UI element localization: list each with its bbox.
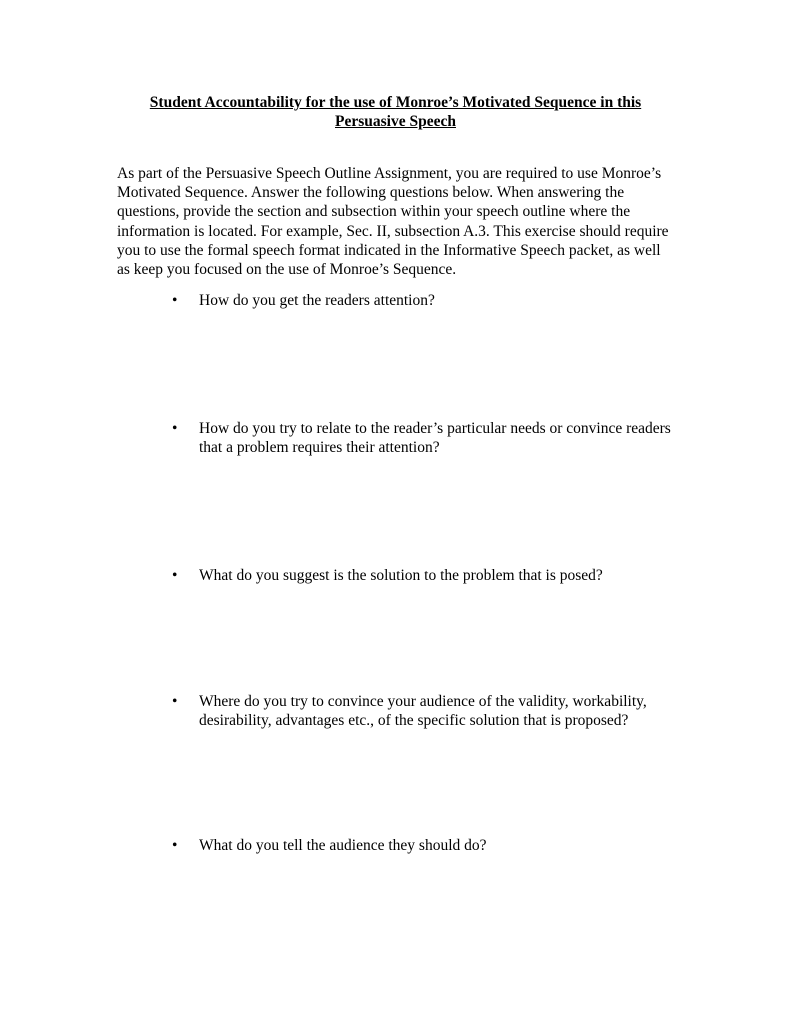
question-item-1: [172, 291, 682, 310]
question-item-4: [172, 692, 682, 730]
bullet-icon: •: [172, 693, 178, 710]
question-text: How do you get the readers attention?: [199, 292, 435, 309]
title-line-1: Student Accountability for the use of Monroe’s Motivated Sequence in this: [149, 94, 642, 111]
document-title: [110, 93, 681, 131]
question-item-3: [172, 566, 682, 585]
bullet-icon: •: [172, 837, 178, 854]
intro-paragraph: As part of the Persuasive Speech Outline Assignment, you are required to use Monroe’s Motivated Sequence. Answer the following questions below. When answering the questions, provide the section and subsection within your speech outline where the information is located. For example, Sec. II, subsection A.3. This exercise should require you to use the formal speech format indicated in the Informative Speech packet, as well as keep you focused on the use of Monroe’s Sequence.: [117, 165, 669, 279]
question-text: How do you try to relate to the reader’s particular needs or convince readers that a problem requires their attention?: [199, 420, 671, 457]
bullet-icon: •: [172, 420, 178, 437]
question-text: Where do you try to convince your audience of the validity, workability, desirability, advantages etc., of the specific solution that is proposed?: [199, 693, 647, 730]
bullet-icon: •: [172, 567, 178, 584]
title-line-2: Persuasive Speech: [335, 113, 456, 130]
question-item-2: [172, 419, 682, 457]
question-text: What do you tell the audience they should do?: [199, 837, 487, 854]
bullet-icon: •: [172, 292, 178, 309]
question-item-5: [172, 836, 682, 855]
question-text: What do you suggest is the solution to the problem that is posed?: [199, 567, 603, 584]
